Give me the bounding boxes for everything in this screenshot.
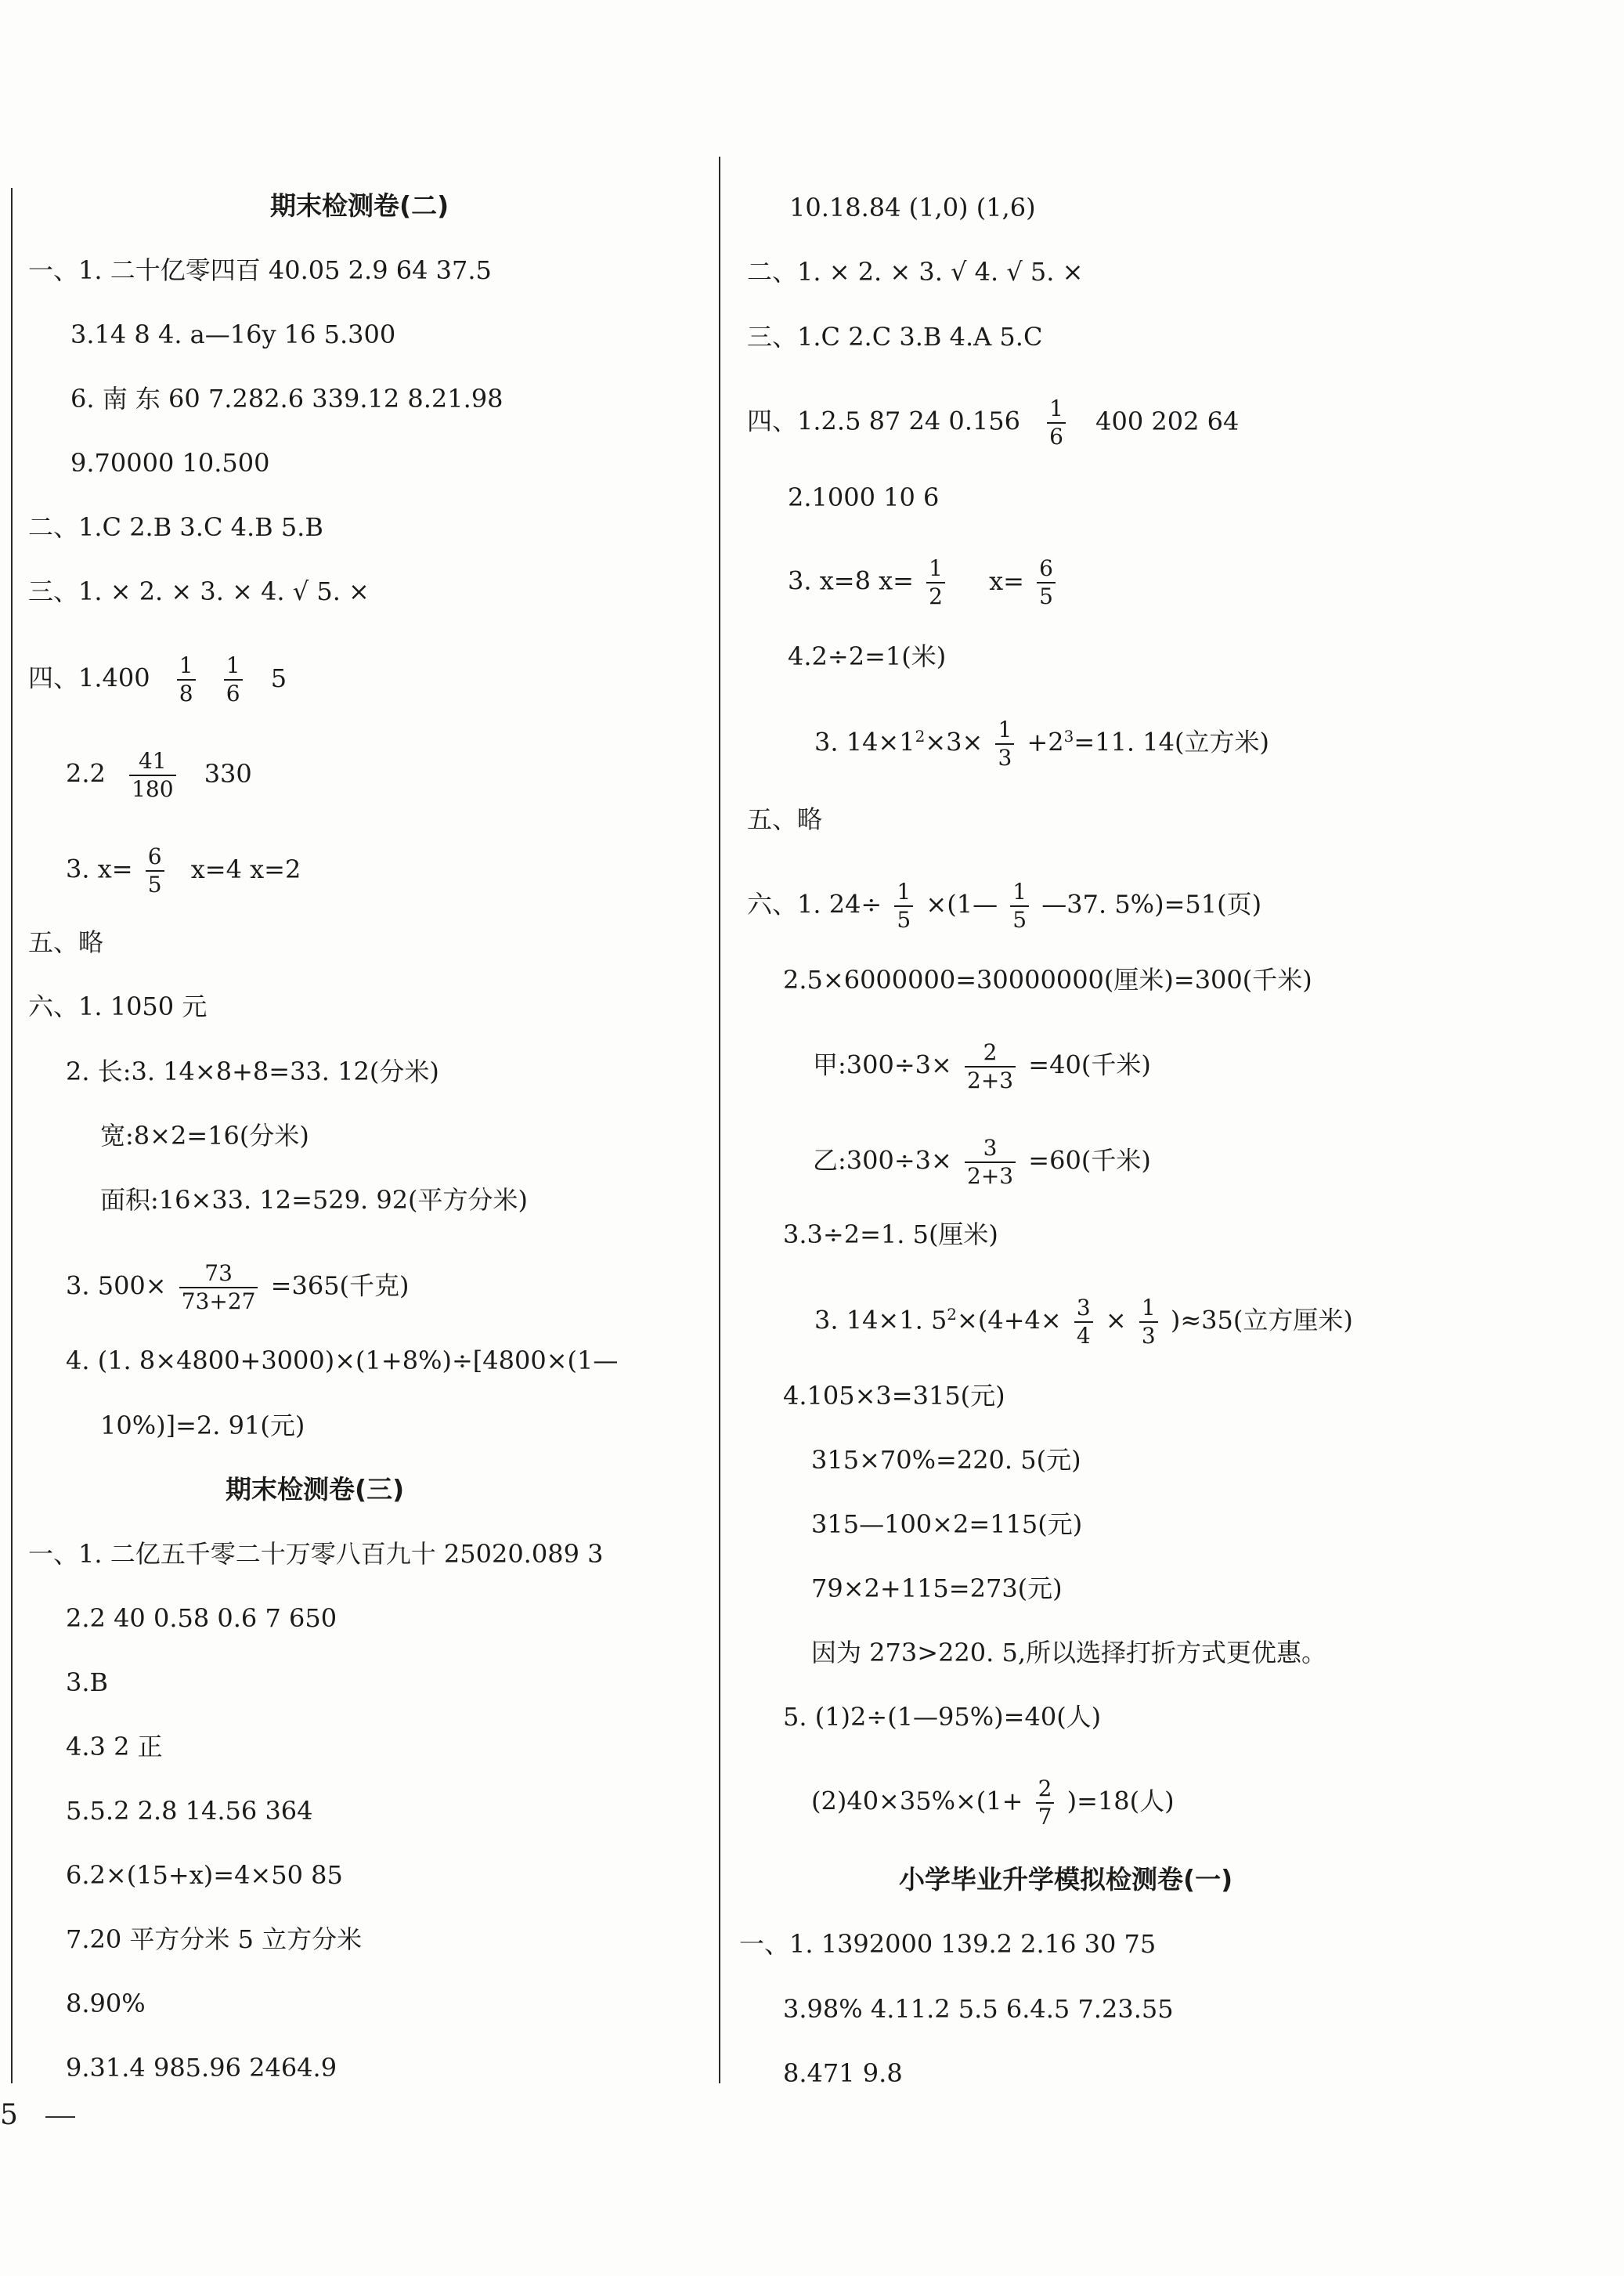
fraction [1139, 1297, 1158, 1347]
numerator: 6 [1039, 555, 1053, 581]
answer-line [66, 1260, 410, 1314]
denominator: 4 [1076, 1323, 1091, 1349]
answer-line [747, 398, 1239, 448]
denominator: 73+27 [181, 1288, 256, 1314]
answer-text: =40(千米) [1028, 1049, 1151, 1080]
answer-line: 5.5.2 2.8 14.56 364 [66, 1796, 313, 1826]
numerator: 1 [1012, 879, 1027, 905]
answer-line: 315×70%=220. 5(元) [811, 1445, 1081, 1475]
answer-line: 4.2÷2=1(米) [788, 641, 947, 671]
fraction [894, 881, 913, 931]
answer-text: 甲:300÷3× [813, 1049, 952, 1080]
answer-text: ×3× [925, 727, 983, 757]
numerator: 1 [998, 717, 1012, 742]
answer-line: 4.3 2 正 [66, 1732, 163, 1761]
answer-text: 3. x= [66, 854, 133, 884]
numerator: 73 [204, 1260, 233, 1286]
denominator: 8 [179, 681, 193, 706]
denominator: 2+3 [967, 1163, 1014, 1189]
fraction [129, 750, 175, 800]
fraction [179, 1260, 258, 1314]
answer-line: 因为 273>220. 5,所以选择打折方式更优惠。 [811, 1638, 1327, 1667]
answer-line [814, 1297, 1353, 1347]
answer-line: 二、1. × 2. × 3. √ 4. √ 5. × [747, 257, 1084, 287]
answer-text: 3. 14×1 [814, 727, 915, 757]
answer-text: (2)40×35%×(1+ [811, 1786, 1023, 1816]
denominator: 7 [1038, 1804, 1052, 1830]
answer-line: 315—100×2=115(元) [811, 1509, 1083, 1539]
section-title: 期末检测卷(二) [270, 190, 449, 221]
answer-line: 6. 南 东 60 7.282.6 339.12 8.21.98 [70, 384, 503, 414]
answer-line: 宽:8×2=16(分米) [100, 1121, 309, 1151]
answer-text: 四、1.2.5 87 24 0.156 [747, 406, 1020, 436]
fraction [965, 1039, 1016, 1093]
numerator: 1 [897, 879, 911, 905]
answer-text: =365(千克) [270, 1270, 410, 1301]
fraction [926, 555, 945, 609]
fraction [146, 846, 164, 896]
fraction [224, 652, 243, 706]
column-divider [719, 157, 720, 2083]
answer-text: x=4 x=2 [190, 854, 301, 884]
denominator: 5 [147, 872, 162, 898]
answer-line: 2.1000 10 6 [788, 482, 940, 512]
numerator: 6 [147, 844, 162, 869]
answer-text: 330 [204, 758, 252, 789]
answer-line: 9.31.4 985.96 2464.9 [66, 2053, 337, 2083]
numerator: 2 [1038, 1776, 1052, 1801]
answer-line: 8.471 9.8 [783, 2058, 903, 2088]
exponent: 2 [915, 726, 926, 746]
answer-text: 3. x=8 x= [788, 565, 914, 596]
answer-line [28, 652, 287, 706]
answer-line [747, 881, 1261, 931]
answer-line: 3.14 8 4. a—16y 16 5.300 [70, 320, 396, 349]
answer-text: —37. 5%)=51(页) [1041, 889, 1262, 919]
answer-line: 8.90% [66, 1989, 146, 2018]
answer-line: 五、略 [28, 927, 104, 957]
answer-text: =60(千米) [1028, 1145, 1151, 1176]
answer-text: 3. 14×1. 5 [814, 1305, 947, 1335]
exponent: 3 [1063, 726, 1074, 746]
numerator: 1 [929, 555, 943, 581]
denominator: 5 [1039, 583, 1053, 609]
answer-text: x= [989, 565, 1024, 596]
answer-line: 三、1. × 2. × 3. × 4. √ 5. × [28, 576, 370, 606]
denominator: 3 [1141, 1323, 1156, 1349]
answer-text: )=18(人) [1066, 1786, 1175, 1816]
answer-line: 面积:16×33. 12=529. 92(平方分米) [100, 1185, 529, 1215]
answer-line: 一、1. 1392000 139.2 2.16 30 75 [739, 1929, 1157, 1959]
answer-line: 79×2+115=273(元) [811, 1573, 1063, 1603]
denominator: 2+3 [967, 1068, 1014, 1093]
numerator: 3 [983, 1135, 998, 1161]
answer-line: 3.3÷2=1. 5(厘米) [783, 1219, 998, 1249]
answer-line [813, 1039, 1151, 1093]
answer-text: =11. 14(立方米) [1074, 727, 1269, 757]
denominator: 3 [998, 745, 1012, 771]
answer-line: 一、1. 二十亿零四百 40.05 2.9 64 37.5 [28, 255, 492, 285]
answer-line: 10.18.84 (1,0) (1,6) [789, 193, 1036, 222]
answer-line: 六、1. 1050 元 [28, 992, 208, 1021]
answer-text: 400 202 64 [1095, 406, 1240, 436]
numerator: 1 [226, 652, 240, 678]
answer-text: 5 [270, 663, 287, 693]
page-number: 5 [0, 2099, 18, 2131]
answer-text: 四、1.400 [28, 663, 150, 693]
answer-text: 乙:300÷3× [813, 1145, 952, 1176]
answer-line [66, 846, 301, 896]
answer-line [788, 555, 1060, 609]
answer-line: 10%)]=2. 91(元) [100, 1411, 305, 1440]
fraction [1036, 1778, 1055, 1828]
fraction [1047, 398, 1066, 448]
numerator: 2 [983, 1039, 998, 1065]
denominator: 5 [1012, 907, 1027, 933]
denominator: 5 [897, 907, 911, 933]
answer-line: 2.2 40 0.58 0.6 7 650 [66, 1603, 337, 1633]
answer-line: 4.105×3=315(元) [783, 1381, 1005, 1411]
numerator: 1 [1049, 396, 1063, 421]
exponent: 2 [947, 1304, 958, 1324]
denominator: 6 [226, 681, 240, 706]
fraction [965, 1137, 1016, 1187]
answer-line: 三、1.C 2.C 3.B 4.A 5.C [747, 322, 1043, 352]
answer-text: +2 [1027, 727, 1064, 757]
fraction [177, 652, 196, 706]
answer-line: 五、略 [747, 804, 823, 834]
answer-line: 3.B [66, 1667, 109, 1697]
answer-text: 六、1. 24÷ [747, 889, 882, 919]
answer-line: 5. (1)2÷(1—95%)=40(人) [783, 1702, 1102, 1732]
answer-text: 2.2 [66, 758, 106, 789]
section-title: 小学毕业升学模拟检测卷(一) [899, 1864, 1233, 1895]
denominator: 6 [1049, 424, 1063, 450]
answer-text: 3. 500× [66, 1270, 167, 1301]
answer-line [811, 1778, 1175, 1828]
numerator: 1 [179, 652, 193, 678]
answer-line: 3.98% 4.11.2 5.5 6.4.5 7.23.55 [783, 1994, 1174, 2024]
answer-line: 4. (1. 8×4800+3000)×(1+8%)÷[4800×(1— [66, 1346, 619, 1375]
answer-line: 6.2×(15+x)=4×50 85 [66, 1860, 343, 1890]
answer-line [814, 719, 1269, 769]
answer-line: 二、1.C 2.B 3.C 4.B 5.B [28, 512, 323, 542]
fraction [1074, 1297, 1093, 1347]
answer-line [66, 750, 252, 800]
answer-line: 2.5×6000000=30000000(厘米)=300(千米) [783, 965, 1312, 995]
page-number-dash [45, 2116, 75, 2118]
answer-text: ×(1— [926, 889, 998, 919]
numerator: 3 [1076, 1295, 1091, 1320]
answer-line: 2. 长:3. 14×8+8=33. 12(分米) [66, 1057, 439, 1086]
left-margin-rule [11, 188, 13, 2083]
answer-line: 9.70000 10.500 [70, 448, 270, 478]
answer-line [813, 1137, 1151, 1187]
answer-line: 一、1. 二亿五千零二十万零八百九十 25020.089 3 [28, 1539, 604, 1569]
answer-text: × [1105, 1305, 1127, 1335]
denominator: 2 [929, 583, 943, 609]
denominator: 180 [132, 776, 174, 802]
numerator: 1 [1141, 1295, 1156, 1320]
section-title: 期末检测卷(三) [226, 1474, 405, 1505]
fraction [995, 719, 1014, 769]
answer-text: ×(4+4× [957, 1305, 1062, 1335]
answer-line: 7.20 平方分米 5 立方分米 [66, 1924, 363, 1954]
fraction [1037, 555, 1056, 609]
answer-text: )≈35(立方厘米) [1170, 1305, 1353, 1335]
numerator: 41 [138, 748, 167, 774]
fraction [1010, 881, 1029, 931]
